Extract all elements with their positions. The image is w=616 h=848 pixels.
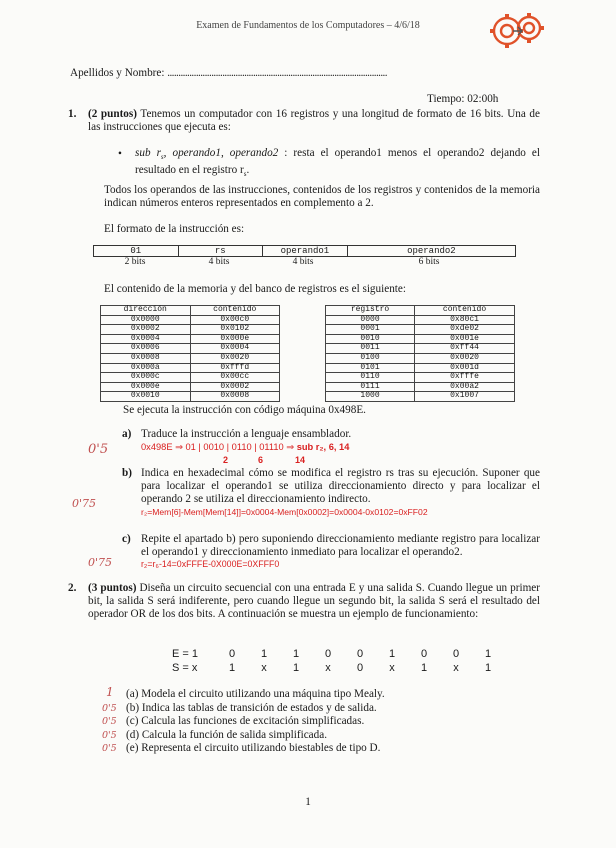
q1-bullet-desc-sub: s <box>243 170 247 179</box>
q1-exec-text: Se ejecuta la instrucción con código máquina 0x498E. <box>123 404 366 416</box>
register-cell: 1000 <box>326 392 415 402</box>
register-header: contenido <box>415 306 515 316</box>
memory-cell: 0x0102 <box>190 325 280 335</box>
format-bits: 4 bits <box>292 257 314 267</box>
memory-header: contenido <box>190 306 280 316</box>
faculty-gears-logo <box>485 6 547 56</box>
register-row <box>326 392 515 402</box>
memory-table <box>100 305 280 402</box>
q1-bullet-args: , operando1, operando2 <box>163 147 279 159</box>
memory-cell: 0x0000 <box>101 315 191 325</box>
q1a-answer-asm: sub r₂, 6, 14 <box>296 442 350 452</box>
input-bit: 1 <box>484 648 492 660</box>
memory-cell: 0x0020 <box>190 353 280 363</box>
q1-bullet: sub $r_s$, operando1, operando2 : resta el operando1 menos el operando2 dejando el resultado en el registro $r_s$. <box>135 147 540 179</box>
q2-points: (3 puntos) <box>88 582 137 594</box>
q1c-score-mark: 0'75 <box>88 556 113 569</box>
format-field: 01 <box>94 246 179 257</box>
memory-row <box>101 392 280 402</box>
register-row <box>326 373 515 383</box>
register-cell: 0x00a2 <box>415 382 515 392</box>
output-bit: x <box>325 662 331 674</box>
register-row <box>326 382 515 392</box>
output-bit: 1 <box>420 662 428 674</box>
name-dots: .................................................................................................... <box>167 67 387 79</box>
memory-cell: 0x0004 <box>101 334 191 344</box>
q1c-text: Repite el apartado b) pero suponiendo direccionamiento mediante registro para localizar el operando1 y direccionamiento inmediato para localizar el operando2. <box>141 533 540 558</box>
register-cell: 0x80c1 <box>415 315 515 325</box>
memory-header: dirección <box>101 306 191 316</box>
q1-bullet-dot: • <box>118 148 122 160</box>
format-field <box>178 246 263 257</box>
q2-intro-text: Diseña un circuito secuencial con una entrada E y una salida S. Cuando llegue un primer bit, la salida S será indiferente, pero cuando llegue un segundo bit, la salida S será el resultado del operador OR de los dos bits. A continuación se muestra un ejemplo de funcionamiento: <box>88 582 540 620</box>
q2-item-text: (a) Modela el circuito utilizando una máquina tipo Mealy. <box>126 688 385 700</box>
q1-bullet-sub: s <box>160 153 164 162</box>
memory-row <box>101 315 280 325</box>
q1-bullet-desc: : resta el operando1 menos el operando2 dejando el resultado en el registro r <box>135 147 540 177</box>
q2-item-text: (e) Representa el circuito utilizando biestables de tipo D. <box>126 742 381 754</box>
memory-cell: 0x0002 <box>190 382 280 392</box>
memory-cell: 0x000c <box>101 373 191 383</box>
format-field: operando2 <box>347 246 515 257</box>
register-cell: 0010 <box>326 334 415 344</box>
input-sequence-values <box>216 648 504 660</box>
register-cell: 0011 <box>326 344 415 354</box>
register-rows <box>326 315 515 401</box>
output-bit: x <box>453 662 459 674</box>
input-bit: 0 <box>356 648 364 660</box>
format-bits: 4 bits <box>208 257 230 267</box>
memory-cell: 0x0010 <box>101 392 191 402</box>
name-label: Apellidos y Nombre: <box>70 67 165 79</box>
memory-row <box>101 325 280 335</box>
q1-intro <box>88 108 540 134</box>
q2-item-text: (b) Indica las tablas de transición de estados y de salida. <box>126 701 377 714</box>
register-cell: 0101 <box>326 363 415 373</box>
q1c-answer: r₂=r₆-14=0xFFFE-0X000E=0XFFF0 <box>141 559 280 569</box>
q1a-answer-bits: 0x498E ⇒ 01 | 0010 | 0110 | 01110 ⇒ <box>141 442 297 452</box>
memory-cell: 0x00cc <box>190 373 280 383</box>
memory-cell: 0x0002 <box>101 325 191 335</box>
register-row <box>326 315 515 325</box>
memory-cell: 0x0008 <box>190 392 280 402</box>
memory-cell: 0x0008 <box>101 353 191 363</box>
output-bit: 1 <box>292 662 300 674</box>
format-fields-row <box>94 246 516 257</box>
name-line <box>70 67 387 80</box>
memory-cell: 0x000a <box>101 363 191 373</box>
q1a-score-mark: 0'5 <box>88 442 109 457</box>
input-bit: 1 <box>260 648 268 660</box>
register-row <box>326 325 515 335</box>
q1-complement-note: Todos los operandos de las instrucciones, contenidos de los registros y contenidos de la memoria indican números enteros representados en complemento a 2. <box>104 184 540 209</box>
register-row <box>326 363 515 373</box>
register-cell: 0xde02 <box>415 325 515 335</box>
register-cell: 0xff44 <box>415 344 515 354</box>
output-bit: 1 <box>484 662 492 674</box>
q1-number: 1. <box>68 108 77 120</box>
register-cell: 0000 <box>326 315 415 325</box>
q1a-label: a) <box>122 428 132 440</box>
memory-rows <box>101 315 280 401</box>
input-bit: 0 <box>228 648 236 660</box>
register-cell: 0xfffe <box>415 373 515 383</box>
output-bit: x <box>261 662 267 674</box>
register-cell: 0110 <box>326 373 415 383</box>
register-row <box>326 353 515 363</box>
q1-memory-intro: El contenido de la memoria y del banco de registros es el siguiente: <box>104 283 406 295</box>
memory-cell: 0x000e <box>190 334 280 344</box>
output-bit: 0 <box>356 662 364 674</box>
input-bit: 1 <box>292 648 300 660</box>
instruction-format-table <box>93 245 516 257</box>
format-bits: 6 bits <box>418 257 440 267</box>
output-sequence-values <box>216 662 504 674</box>
q1a-under-op2: 14 <box>295 455 306 465</box>
register-header: registro <box>326 306 415 316</box>
memory-cell: 0x000e <box>101 382 191 392</box>
q2-item-score-mark: 0'5 <box>102 716 117 727</box>
q1a-answer <box>141 442 349 453</box>
output-sequence-row <box>172 662 504 674</box>
q2-item-score-mark: 0'5 <box>102 743 117 754</box>
register-cell: 0x0020 <box>415 353 515 363</box>
page-number: 1 <box>305 796 311 808</box>
q1a-text: Traduce la instrucción a lenguaje ensamblador. <box>141 428 352 440</box>
output-bit: 1 <box>228 662 236 674</box>
q1-intro-text: Tenemos un computador con 16 registros y una longitud de formato de 16 bits. Una de las instrucciones que ejecuta es: <box>88 108 540 133</box>
q1-format-intro: El formato de la instrucción es: <box>104 223 245 235</box>
memory-row <box>101 334 280 344</box>
format-field: operando1 <box>263 246 348 257</box>
memory-cell: 0x0006 <box>101 344 191 354</box>
output-bit: x <box>389 662 395 674</box>
register-cell: 0x001e <box>415 334 515 344</box>
q2-item-score-mark: 0'5 <box>102 729 117 741</box>
q1-points: (2 puntos) <box>88 108 137 120</box>
register-row <box>326 344 515 354</box>
input-sequence-label: E = 1 <box>172 648 198 660</box>
input-bit: 1 <box>388 648 396 660</box>
input-bit: 0 <box>452 648 460 660</box>
q1c-label: c) <box>122 533 131 545</box>
q1b-answer: r₂=Mem[6]-Mem[Mem[14]]=0x0004-Mem[0x0002]=0x0004-0x0102=0xFF02 <box>141 507 428 517</box>
time-limit: Tiempo: 02:00h <box>427 93 499 105</box>
memory-row <box>101 353 280 363</box>
q1a-under-rs: 2 <box>223 455 229 465</box>
memory-cell: 0x00c0 <box>190 315 280 325</box>
q2-item-score-mark: 1 <box>106 685 114 699</box>
register-row <box>326 334 515 344</box>
register-cell: 0001 <box>326 325 415 335</box>
memory-cell: 0x0004 <box>190 344 280 354</box>
q2-item-score-mark: 0'5 <box>102 702 117 714</box>
exam-header: Examen de Fundamentos de los Computadores – 4/6/18 <box>196 20 420 31</box>
memory-row <box>101 363 280 373</box>
input-bit: 0 <box>420 648 428 660</box>
register-header-row <box>326 306 515 316</box>
register-table <box>325 305 515 402</box>
format-bits: 2 bits <box>124 257 146 267</box>
q2-number: 2. <box>68 582 77 594</box>
input-bit: 0 <box>324 648 332 660</box>
q1b-score-mark: 0'75 <box>72 497 97 510</box>
memory-row <box>101 344 280 354</box>
memory-row <box>101 373 280 383</box>
register-cell: 0x001d <box>415 363 515 373</box>
q1b-text: Indica en hexadecimal cómo se modifica el registro rs tras su ejecución. Suponer que para localizar el operando1 se utiliza direccionamiento directo y para localizar el operando 2 se utiliza el direccionamiento indirecto. <box>141 467 540 505</box>
register-cell: 0x1007 <box>415 392 515 402</box>
q2-item-text: (c) Calcula las funciones de excitación simplificadas. <box>126 715 365 727</box>
register-cell: 0100 <box>326 353 415 363</box>
q1b-label: b) <box>122 467 132 479</box>
input-sequence-row <box>172 648 504 660</box>
output-sequence-label: S = x <box>172 662 198 674</box>
register-cell: 0111 <box>326 382 415 392</box>
q2-item-text: (d) Calcula la función de salida simplificada. <box>126 728 327 741</box>
q2-intro <box>88 582 540 621</box>
memory-cell: 0xfffd <box>190 363 280 373</box>
memory-row <box>101 382 280 392</box>
format-field-rs: rs <box>214 246 226 256</box>
q1a-under-op1: 6 <box>258 455 264 465</box>
memory-header-row <box>101 306 280 316</box>
q1-bullet-syntax: sub r <box>135 147 161 159</box>
